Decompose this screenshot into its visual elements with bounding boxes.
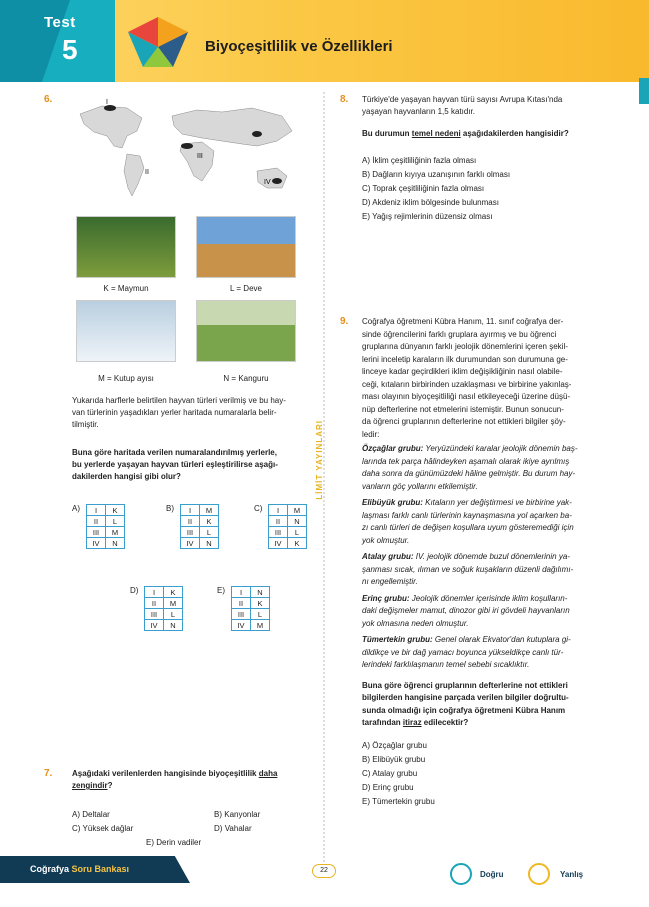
q9-question-line: Buna göre öğrenci gruplarının defterlerine not ettikleri (362, 680, 568, 690)
table-row (145, 609, 183, 620)
q9-intro-line: ması olayının biyoçeşitliliği nasıl etkileyeceği üzerine düşü- (362, 392, 571, 401)
q6-intro-2: van türlerinin yaşadıkları yerler haritada numaralarla belir- (72, 408, 277, 417)
q6-option-table[interactable] (144, 586, 183, 631)
q7-option-e[interactable]: E) Derin vadiler (146, 838, 202, 847)
wrong-label: Yanlış (560, 870, 584, 879)
test-label: Test (44, 14, 76, 31)
table-cell: III (87, 527, 106, 538)
table-cell: II (145, 598, 164, 609)
table-row (269, 527, 307, 538)
q9-group-2-line: şanması sıcak, ılıman ve soğuk kuşakların düzenli dağılımı- (362, 564, 574, 574)
q6-option-e-letter[interactable]: E) (217, 586, 225, 595)
q9-intro-line: Coğrafya öğretmeni Kübra Hanım, 11. sınıf coğrafya der- (362, 317, 564, 326)
photo-label-k: K = Maymun (103, 284, 149, 293)
q9-question-line: bilgilerden hangisine parçada verilen bilgiler doğrultu- (362, 693, 569, 702)
table-cell: N (200, 538, 219, 549)
table-cell: III (232, 609, 251, 620)
q8-option-d[interactable]: D) Akdeniz iklim bölgesinde bulunması (362, 198, 499, 207)
table-cell: N (251, 587, 270, 598)
page-number: 22 (312, 864, 336, 878)
table-cell: N (288, 516, 307, 527)
table-row (181, 516, 219, 527)
q6-question-3: dakilerden hangisi gibi olur? (72, 472, 181, 481)
table-cell: III (269, 527, 288, 538)
table-cell: L (288, 527, 307, 538)
camel-photo (196, 216, 296, 278)
q8-text-2: yaşayan hayvanların 1,5 katıdır. (362, 107, 475, 116)
photo-label-l: L = Deve (230, 284, 262, 293)
table-cell: M (164, 598, 183, 609)
q9-group-1-line: Elibüyük grubu: Kıtaların yer değiştirmesi ve birbirine yak- (362, 498, 572, 507)
table-cell: III (181, 527, 200, 538)
q7-number: 7. (44, 768, 53, 779)
q8-text-1: Türkiye'de yaşayan hayvan türü sayısı Avrupa Kıtası'nda (362, 95, 563, 104)
q9-group-3-line: yok olmasına neden olmuştur. (362, 618, 469, 628)
map-label-iii: III (197, 153, 203, 160)
table-cell: L (251, 609, 270, 620)
correct-circle-icon[interactable] (450, 863, 472, 885)
q9-group-3-line: daki değişmeler mamut, dinozor gibi iri gövdeli hayvanların (362, 606, 570, 615)
table-cell: K (164, 587, 183, 598)
table-row (145, 620, 183, 631)
q6-option-table[interactable] (268, 504, 307, 549)
q6-intro-3: tilmiştir. (72, 420, 99, 429)
q7-option-d[interactable]: D) Vahalar (214, 824, 252, 833)
q9-group-4-line: dildikçe ve bir dağ yamacı boyunca yükseldikçe canlı tür- (362, 647, 564, 657)
table-cell: IV (181, 538, 200, 549)
table-cell: K (251, 598, 270, 609)
table-row (87, 505, 125, 516)
test-number: 5 (62, 34, 78, 65)
q9-group-2-line: Atalay grubu: IV. jeolojik dönemde buzul dönemlerinin ya- (362, 552, 570, 561)
table-row (87, 527, 125, 538)
q9-option-b[interactable]: B) Elibüyük grubu (362, 755, 426, 764)
table-row (181, 527, 219, 538)
q9-group-0-line: daha sonra da günümüzdeki hâline gelmiştir. Bu durum hay- (362, 469, 576, 478)
map-label-iv: IV (264, 179, 271, 186)
world-map (72, 96, 304, 208)
q9-intro-line: ceği, kıtaların birbirinden uzaklaşması ve birbirine yakınlaş- (362, 379, 572, 389)
table-cell: N (164, 620, 183, 631)
q8-option-c[interactable]: C) Toprak çeşitliliğinin fazla olması (362, 184, 485, 193)
table-cell: M (251, 620, 270, 631)
q8-question: Bu durumun temel nedeni aşağıdakilerden hangisidir? (362, 129, 569, 138)
q8-option-b[interactable]: B) Dağların kıyıya uzanışının farklı olması (362, 170, 511, 179)
table-row (87, 538, 125, 549)
q9-group-0-line: vanların göç yollarını etkilemiştir. (362, 481, 478, 491)
q6-number: 6. (44, 94, 53, 105)
table-cell: L (164, 609, 183, 620)
q9-intro-line: gruplarına dünyanın farklı jeolojik dönemlerini içeren şekil- (362, 342, 568, 351)
map-label-i: I (106, 99, 108, 106)
q6-intro-1: Yukarıda harflerle belirtilen hayvan türleri verilmiş ve bu hay- (72, 396, 286, 405)
q9-group-2-line: nı engellemiştir. (362, 577, 418, 586)
publisher-vertical-logo: LİMİT YAYINLARI (315, 420, 324, 500)
wrong-circle-icon[interactable] (528, 863, 550, 885)
book-title: Coğrafya Soru Bankası (30, 864, 130, 874)
q9-group-4-line: lerindeki farklılaşmanın temel sebebi sıcaklıktır. (362, 660, 530, 669)
q9-group-3-line: Erinç grubu: Jeolojik dönemler içerisinde iklim koşulların- (362, 593, 568, 603)
table-cell: II (87, 516, 106, 527)
q9-question-line: sunda olmadığı için coğrafya öğretmeni Kübra Hanım (362, 705, 566, 715)
table-row (232, 598, 270, 609)
q9-intro-line: sinde öğrencilerini farklı gruplara ayırmış ve bu öğrenci (362, 329, 557, 339)
geometric-logo-icon (118, 12, 194, 72)
table-row (145, 587, 183, 598)
q6-question-2: bu yerlerde yaşayan hayvan türleri eşleştirilirse aşağı- (72, 460, 278, 469)
q6-option-table[interactable] (86, 504, 125, 549)
q7-question-1: Aşağıdaki verilenlerden hangisinde biyoçeşitlilik daha (72, 769, 278, 778)
table-cell: M (288, 505, 307, 516)
q6-option-b-letter[interactable]: B) (166, 504, 174, 513)
polar-bear-photo (76, 300, 176, 362)
q6-option-table[interactable] (231, 586, 270, 631)
table-cell: I (232, 587, 251, 598)
q9-group-1-line: zı canlı türleri de değişen koşullara uyum gösteremediği için (362, 523, 574, 532)
photo-label-m: M = Kutup ayısı (98, 374, 154, 383)
q9-intro-line: nüp defterlerine not etmelerini istemiştir. Bunun sonucun- (362, 404, 564, 414)
table-cell: K (288, 538, 307, 549)
q8-option-e[interactable]: E) Yağış rejimlerinin düzensiz olması (362, 212, 493, 221)
correct-label: Doğru (480, 870, 504, 879)
photo-label-n: N = Kanguru (223, 374, 269, 383)
q9-group-0-line: Özçağlar grubu: Yeryüzündeki karalar jeolojik dönemin baş- (362, 444, 578, 453)
table-row (232, 587, 270, 598)
table-cell: I (181, 505, 200, 516)
table-row (269, 538, 307, 549)
page-title: Biyoçeşitlilik ve Özellikleri (205, 38, 393, 55)
table-cell: IV (232, 620, 251, 631)
q7-option-c[interactable]: C) Yüksek dağlar (72, 824, 134, 833)
q7-option-b[interactable]: B) Kanyonlar (214, 810, 261, 819)
q8-number: 8. (340, 94, 349, 105)
table-row (87, 516, 125, 527)
q6-option-c-letter[interactable]: C) (254, 504, 263, 513)
table-cell: M (200, 505, 219, 516)
q9-intro-line: da öğrenci gruplarının defterlerine not ettikleri bilgiler şöy- (362, 417, 566, 426)
q9-intro-line: linceye kadar geçirdikleri iklim değişikliğinin nasıl olabile- (362, 367, 563, 376)
table-row (181, 538, 219, 549)
table-row (232, 620, 270, 631)
q9-group-1-line: laşması farklı canlı türlerinin kaynaşmasına yol açarken ba- (362, 510, 572, 520)
table-cell: IV (145, 620, 164, 631)
q9-option-d[interactable]: D) Erinç grubu (362, 783, 414, 792)
q6-option-d-letter[interactable]: D) (130, 586, 139, 595)
table-cell: N (106, 538, 125, 549)
table-cell: M (106, 527, 125, 538)
side-tab (639, 78, 649, 104)
map-label-ii: II (145, 169, 149, 176)
q8-option-a[interactable]: A) İklim çeşitliliğinin fazla olması (362, 156, 477, 165)
table-row (269, 516, 307, 527)
q9-option-e[interactable]: E) Tümertekin grubu (362, 797, 435, 806)
table-cell: I (145, 587, 164, 598)
table-row (181, 505, 219, 516)
q7-option-a[interactable]: A) Deltalar (72, 810, 110, 819)
q9-group-1-line: yok olmuştur. (362, 535, 410, 545)
table-cell: II (269, 516, 288, 527)
table-cell: I (269, 505, 288, 516)
q9-group-0-line: larında tek parça hâlindeyken aşamalı olarak ikiye ayrılmış (362, 456, 570, 466)
table-row (232, 609, 270, 620)
q6-option-table[interactable] (180, 504, 219, 549)
monkey-photo (76, 216, 176, 278)
table-row (145, 598, 183, 609)
table-cell: II (181, 516, 200, 527)
q9-option-c[interactable]: C) Atalay grubu (362, 769, 418, 778)
table-cell: II (232, 598, 251, 609)
table-cell: L (106, 516, 125, 527)
table-cell: K (106, 505, 125, 516)
q6-question-1: Buna göre haritada verilen numaralandırılmış yerlerle, (72, 448, 277, 457)
table-cell: I (87, 505, 106, 516)
table-cell: L (200, 527, 219, 538)
table-row (269, 505, 307, 516)
q9-intro-line: lerini inceletip karaların ilk durumundan son durumuna ge- (362, 354, 568, 364)
q9-intro-line: ledir: (362, 429, 380, 439)
q7-question-2: zengindir? (72, 781, 113, 790)
q9-number: 9. (340, 316, 349, 327)
table-cell: K (200, 516, 219, 527)
table-cell: IV (269, 538, 288, 549)
q9-option-a[interactable]: A) Özçağlar grubu (362, 741, 427, 750)
q6-option-a-letter[interactable]: A) (72, 504, 80, 513)
table-cell: IV (87, 538, 106, 549)
q9-group-4-line: Tümertekin grubu: Genel olarak Ekvator'dan kutuplara gi- (362, 635, 571, 644)
table-cell: III (145, 609, 164, 620)
q9-question-last: tarafından itiraz edilecektir? (362, 718, 469, 727)
kangaroo-photo (196, 300, 296, 362)
